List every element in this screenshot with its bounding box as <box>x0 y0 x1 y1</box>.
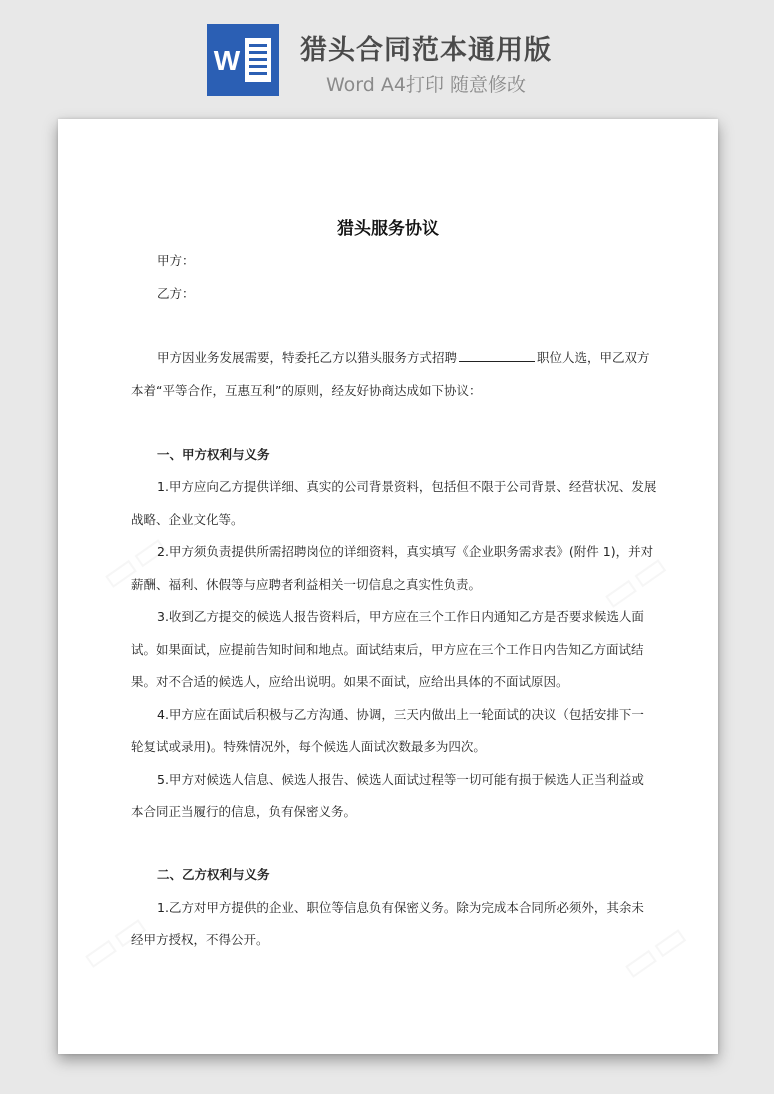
intro-text-a: 甲方因业务发展需要，特委托乙方以猎头服务方式招聘 <box>157 350 458 365</box>
s1-line: 薪酬、福利、休假等与应聘者利益相关一切信息之真实性负责。 <box>131 577 482 592</box>
s1-line: 1.甲方应向乙方提供详细、真实的公司背景资料，包括但不限于公司背景、经营状况、发展 <box>157 479 657 494</box>
s1-line: 5.甲方对候选人信息、候选人报告、候选人面试过程等一切可能有损于候选人正当利益或 <box>157 772 644 787</box>
intro-line-1 <box>157 348 650 366</box>
section2-heading: 二、乙方权利与义务 <box>157 867 270 882</box>
header-subtitle: Word A4打印 随意修改 <box>326 74 527 96</box>
watermark <box>612 912 696 989</box>
s1-line: 4.甲方应在面试后积极与乙方沟通、协调，三天内做出上一轮面试的决议（包括安排下一 <box>157 707 644 722</box>
s2-line: 1.乙方对甲方提供的企业、职位等信息负有保密义务。除为完成本合同所必须外，其余未 <box>157 900 644 915</box>
s1-line: 试。如果面试，应提前告知时间和地点。面试结束后，甲方应在三个工作日内告知乙方面试结 <box>131 642 644 657</box>
s1-line: 轮复试或录用)。特殊情况外，每个候选人面试次数最多为四次。 <box>131 739 486 754</box>
section1-heading: 一、甲方权利与义务 <box>157 447 270 462</box>
s1-line: 3.收到乙方提交的候选人报告资料后，甲方应在三个工作日内通知乙方是否要求候选人面 <box>157 609 644 624</box>
s1-line: 2.甲方须负责提供所需招聘岗位的详细资料，真实填写《企业职务需求表》(附件 1)，并对 <box>157 544 654 559</box>
intro-text-b: 职位人选，甲乙双方 <box>537 350 650 365</box>
s1-line: 果。对不合适的候选人，应给出说明。如果不面试，应给出具体的不面试原因。 <box>131 674 569 689</box>
header-title: 猎头合同范本通用版 <box>300 35 552 66</box>
intro-line-2: 本着“平等合作，互惠互利”的原则，经友好协商达成如下协议： <box>131 383 482 398</box>
party-a-label: 甲方： <box>157 253 195 268</box>
icon-letter: W <box>213 45 241 76</box>
s1-line: 本合同正当履行的信息，负有保密义务。 <box>131 804 357 819</box>
s2-line: 经甲方授权，不得公开。 <box>131 932 269 947</box>
header-banner <box>0 0 774 118</box>
position-blank <box>459 349 535 362</box>
document-title: 猎头服务协议 <box>337 219 439 239</box>
document-page <box>58 119 718 1054</box>
word-icon <box>207 24 279 96</box>
party-b-label: 乙方： <box>157 286 195 301</box>
s1-line: 战略、企业文化等。 <box>131 512 244 527</box>
